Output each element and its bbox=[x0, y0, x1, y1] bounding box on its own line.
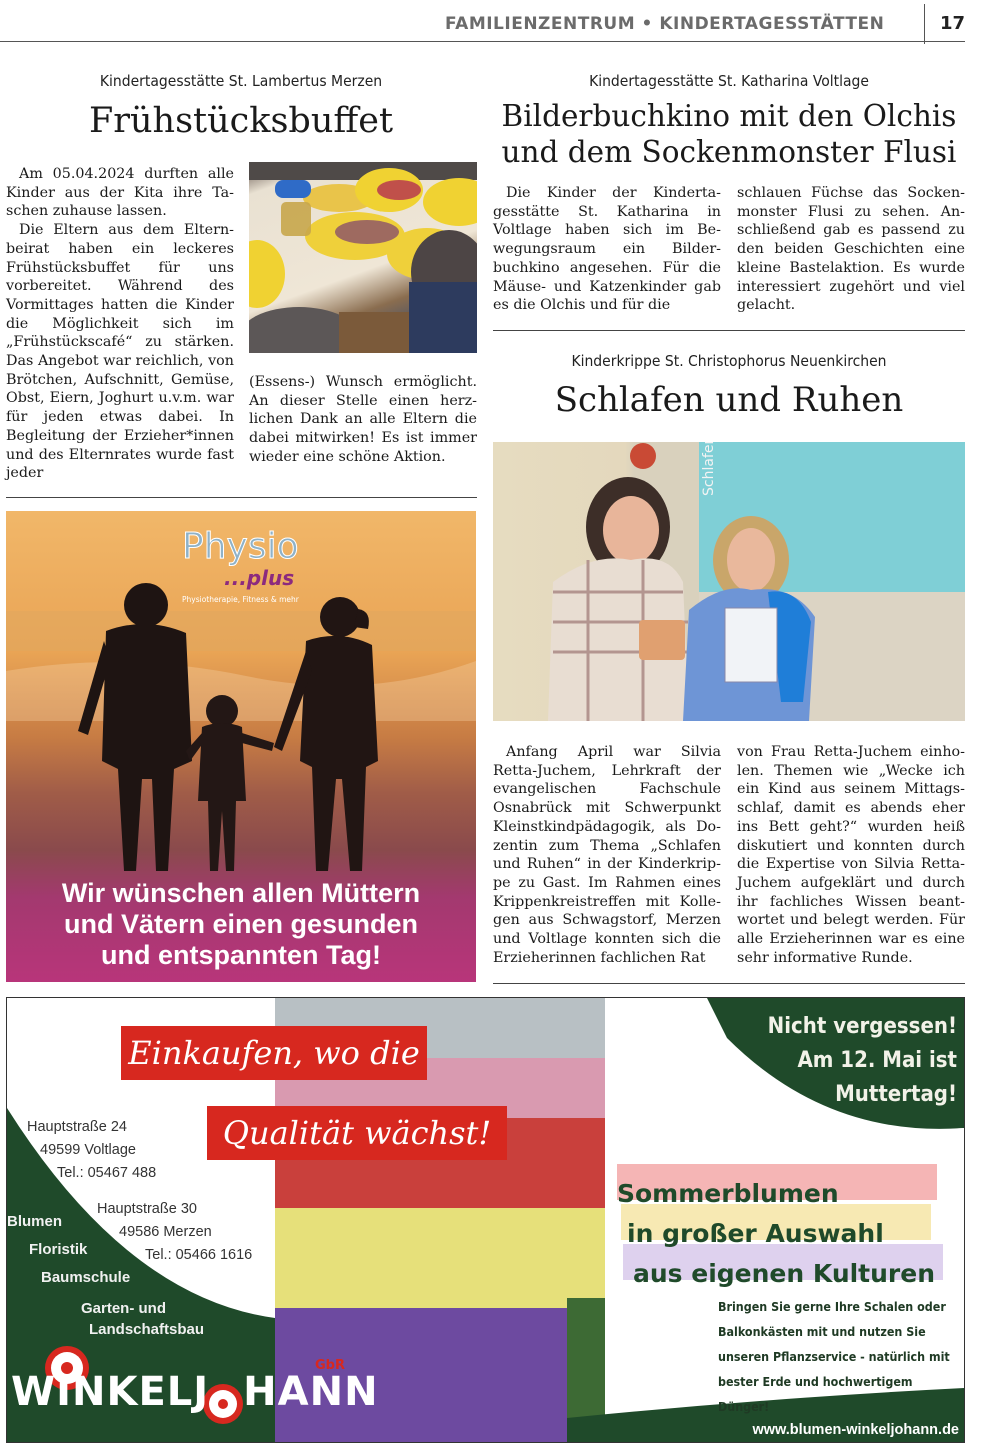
physio-message bbox=[6, 878, 476, 971]
address-city: 49586 Merzen bbox=[119, 1224, 212, 1240]
reminder-line: Muttertag! bbox=[835, 1082, 957, 1107]
service-item: Blumen bbox=[7, 1213, 63, 1230]
message-line: und Vätern einen gesunden bbox=[63, 909, 419, 939]
article2-rule bbox=[493, 330, 965, 331]
promo-heading bbox=[617, 1174, 935, 1294]
address-phone: Tel.: 05467 488 bbox=[57, 1165, 157, 1181]
article2-column2 bbox=[737, 184, 965, 315]
article3-headline: Schlafen und Ruhen bbox=[554, 380, 904, 420]
brand-left: WINKELJ bbox=[11, 1369, 210, 1415]
article3-column1 bbox=[493, 743, 721, 967]
section-header: FAMILIENZENTRUM • KINDERTAGESSTÄTTEN bbox=[445, 14, 885, 34]
reminder-line: Am 12. Mai ist bbox=[797, 1048, 957, 1073]
logo-sio: sio bbox=[247, 526, 299, 567]
address-street: Hauptstraße 30 bbox=[97, 1201, 197, 1217]
article2-headline-line2: und dem Sockenmonster Flusi bbox=[501, 135, 957, 169]
address-phone: Tel.: 05466 1616 bbox=[145, 1247, 253, 1263]
physio-tagline: Physiotherapie, Fitness & mehr bbox=[182, 595, 299, 604]
service-text-line: bester Erde und hochwertigem Dünger! bbox=[718, 1374, 913, 1414]
article3-paragraph: von Frau Retta-Juchem einholen. Themen wie „Wecke ich ein Kind aus seinem Mittagsschlaf, damit es abends eher ins Bett geht?“ wurden heiß diskutiert und konnten durch die Expertise von Silvia Retta-Juchem aufgeklärt und durch ihr fachliches Wissen beantwortet und belegt werden. Für alle Erzieherinnen war es eine sehr informative Runde. bbox=[737, 744, 965, 966]
article2-headline-line1: Bilderbuchkino mit den Olchis bbox=[501, 99, 957, 133]
breakfast-photo bbox=[249, 162, 477, 353]
promo-line: aus eigenen Kulturen bbox=[633, 1259, 936, 1288]
address-street: Hauptstraße 24 bbox=[27, 1119, 127, 1135]
article1-headline: Frühstücksbuffet bbox=[88, 101, 394, 141]
service-item: Landschaftsbau bbox=[89, 1321, 205, 1338]
muttertag-reminder bbox=[687, 1010, 957, 1112]
article1-rule bbox=[6, 497, 477, 498]
message-line: und entspannten Tag! bbox=[101, 940, 381, 970]
physio-plus-ad bbox=[6, 511, 476, 982]
reminder-line: Nicht vergessen! bbox=[767, 1014, 957, 1039]
website-link[interactable]: www.blumen-winkeljohann.de bbox=[752, 1422, 959, 1438]
logo-phy: Phy bbox=[182, 526, 248, 567]
screen-title bbox=[701, 480, 717, 496]
physio-logo bbox=[182, 527, 299, 567]
page-number: 17 bbox=[940, 13, 966, 34]
article3-kicker: Kinderkrippe St. Christophorus Neuenkirchen bbox=[571, 352, 887, 370]
breakfast-photo-illustration bbox=[249, 162, 477, 353]
article1-column2 bbox=[249, 373, 477, 467]
article3-column2 bbox=[737, 743, 965, 967]
header-rule bbox=[0, 41, 965, 42]
message-line: Wir wünschen allen Müttern bbox=[61, 878, 421, 908]
header-divider bbox=[924, 4, 925, 44]
article1-paragraph: Am 05.04.2024 durften alle Kinder aus der Kita ihre Taschen zuhause lassen. bbox=[6, 166, 234, 220]
article1-kicker: Kindertagesstätte St. Lambertus Merzen bbox=[99, 72, 383, 90]
brand-suffix: GbR bbox=[315, 1358, 345, 1373]
article1-paragraph: Die Eltern aus dem Elternbeirat haben ein leckeres Frühstücksbuffet für uns vorbereitet. Während des Vormittages hatten die Kinder die Möglichkeit sich im „Frühstückscafé“ zu stärken. Das Angebot war reichlich, von Brötchen, Aufschnitt, Gemüse, Obst, Eiern, Joghurt u.v.m. war für jeden etwas dabei. In Begleitung der Erzieher*innen und des Elternrates wurde fast jeder bbox=[6, 222, 234, 482]
brand-right: HANN bbox=[243, 1369, 379, 1415]
service-text-line: Balkonkästen mit und nutzen Sie bbox=[718, 1324, 926, 1339]
article1-paragraph: (Essens-) Wunsch ermöglicht. An dieser Stelle einen herzlichen Dank an alle Eltern die dabei mitwirken! Es ist immer wieder eine schöne Aktion. bbox=[249, 374, 477, 465]
service-item: Garten- und bbox=[81, 1300, 166, 1317]
slogan-line2: Qualität wächst! bbox=[222, 1114, 492, 1152]
service-text-line: unseren Pflanzservice - natürlich mit bbox=[718, 1349, 950, 1364]
slogan-line1: Einkaufen, wo die bbox=[128, 1034, 420, 1072]
article2-kicker: Kindertagesstätte St. Katharina Voltlage bbox=[589, 72, 869, 90]
address-city: 49599 Voltlage bbox=[40, 1142, 136, 1158]
article3-rule bbox=[493, 983, 965, 984]
article1-column1 bbox=[6, 165, 234, 483]
pflanzservice-text bbox=[718, 1294, 964, 1419]
service-text-line: Bringen Sie gerne Ihre Schalen oder bbox=[718, 1299, 946, 1314]
screen-vertical-text bbox=[721, 444, 737, 514]
brand-wordmark bbox=[11, 1370, 379, 1414]
article2-paragraph: Die Kinder der Kindertagesstätte St. Katharina in Voltlage haben sich im Bewegungsraum ein Bilderbuchkino angesehen. Für die Mäuse- und Katzenkinder gab es die Olchis und für die bbox=[493, 185, 721, 314]
logo-plus: ...plus bbox=[224, 566, 295, 590]
address-voltlage bbox=[27, 1116, 156, 1185]
service-item: Baumschule bbox=[41, 1269, 131, 1286]
promo-line: in großer Auswahl bbox=[627, 1219, 884, 1248]
promo-line: Sommerblumen bbox=[617, 1179, 839, 1208]
service-item: Floristik bbox=[29, 1241, 88, 1258]
article2-column1 bbox=[493, 184, 721, 315]
article2-paragraph: schlauen Füchse das Sockenmonster Flusi zu sehen. Anschließend gab es passend zu den beiden Geschichten eine kleine Bastelaktion. Es wurde interessiert zugehört und viel gelacht. bbox=[737, 185, 965, 314]
speakers-photo bbox=[493, 442, 965, 721]
article3-paragraph: Anfang April war Silvia Retta-Juchem, Lehrkraft der evangelischen Fachschule Osnabrück mit Schwerpunkt Kleinstkindpädagogik, als Dozentin zum Thema „Schlafen und Ruhen“ in der Kinderkrippe zu Gast. Im Rahmen eines Krippenkreistreffen mit Kollegen aus Schwagstorf, Merzen und Voltlage konnten sich die Erzieherinnen fachlichen Rat bbox=[493, 744, 721, 966]
winkeljohann-ad bbox=[6, 997, 965, 1443]
services-list bbox=[7, 1208, 247, 1340]
